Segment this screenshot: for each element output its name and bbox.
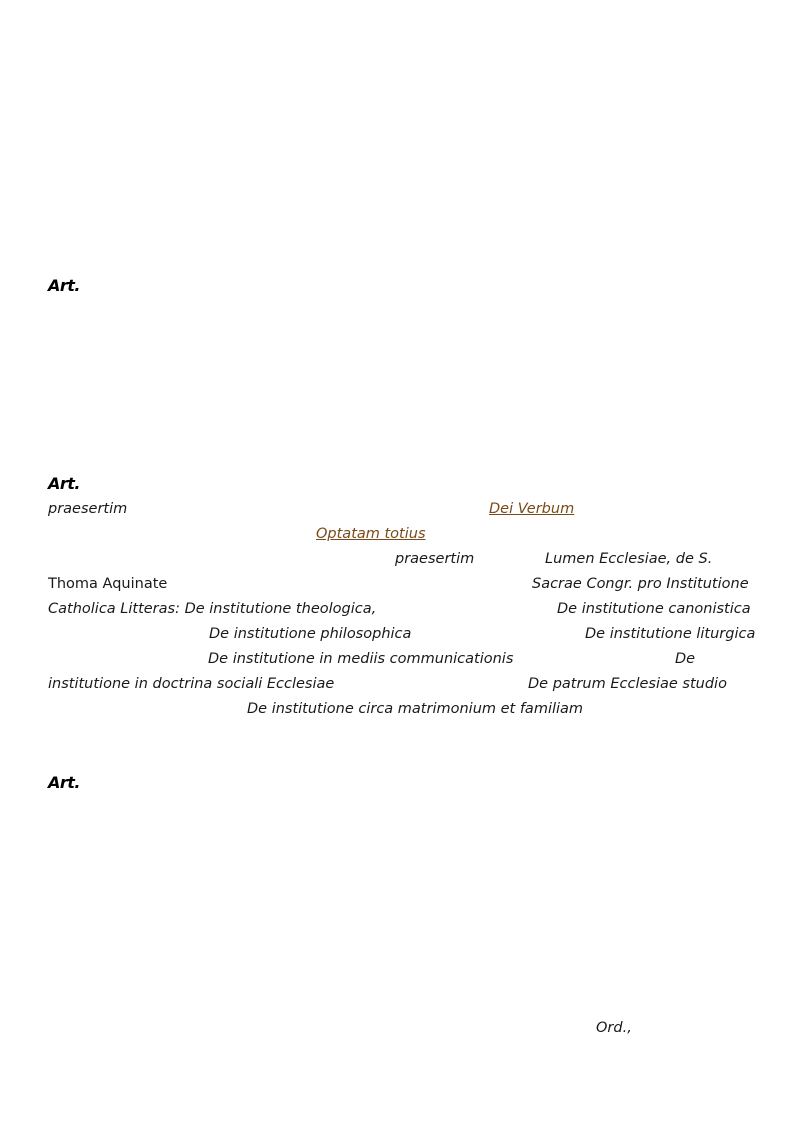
text-institutione-in-doctrina: institutione in doctrina sociali Ecclesiae [48,676,335,692]
article-heading-2: Art. [48,474,80,493]
text-de-institutione-canonistica: De institutione canonistica [557,601,751,617]
text-de-patrum: De patrum Ecclesiae studio [528,676,727,692]
text-lumen-ecclesiae: Lumen Ecclesiae, de S. [545,551,713,567]
link-dei-verbum[interactable]: Dei Verbum [489,501,575,517]
text-de-institutione-philosophica: De institutione philosophica [209,626,412,642]
text-de-institutione-in-mediis: De institutione in mediis communicationis [208,651,514,667]
article-heading-3: Art. [48,773,80,792]
text-de: De [675,651,696,667]
text-ord: Ord., [596,1020,632,1036]
link-optatam-totius[interactable]: Optatam totius [316,526,426,542]
text-de-institutione-liturgica: De institutione liturgica [585,626,756,642]
text-thoma-aquinate: Thoma Aquinate [48,576,168,592]
text-catholica-litteras: Catholica Litteras: De institutione theologica, [48,601,377,617]
text-praesertim: praesertim [48,501,128,517]
text-de-institutione-circa-matrimonium: De institutione circa matrimonium et familiam [247,701,584,717]
text-praesertim: praesertim [395,551,475,567]
text-sacrae-congr: Sacrae Congr. pro Institutione [532,576,749,592]
article-heading-1: Art. [48,276,80,295]
